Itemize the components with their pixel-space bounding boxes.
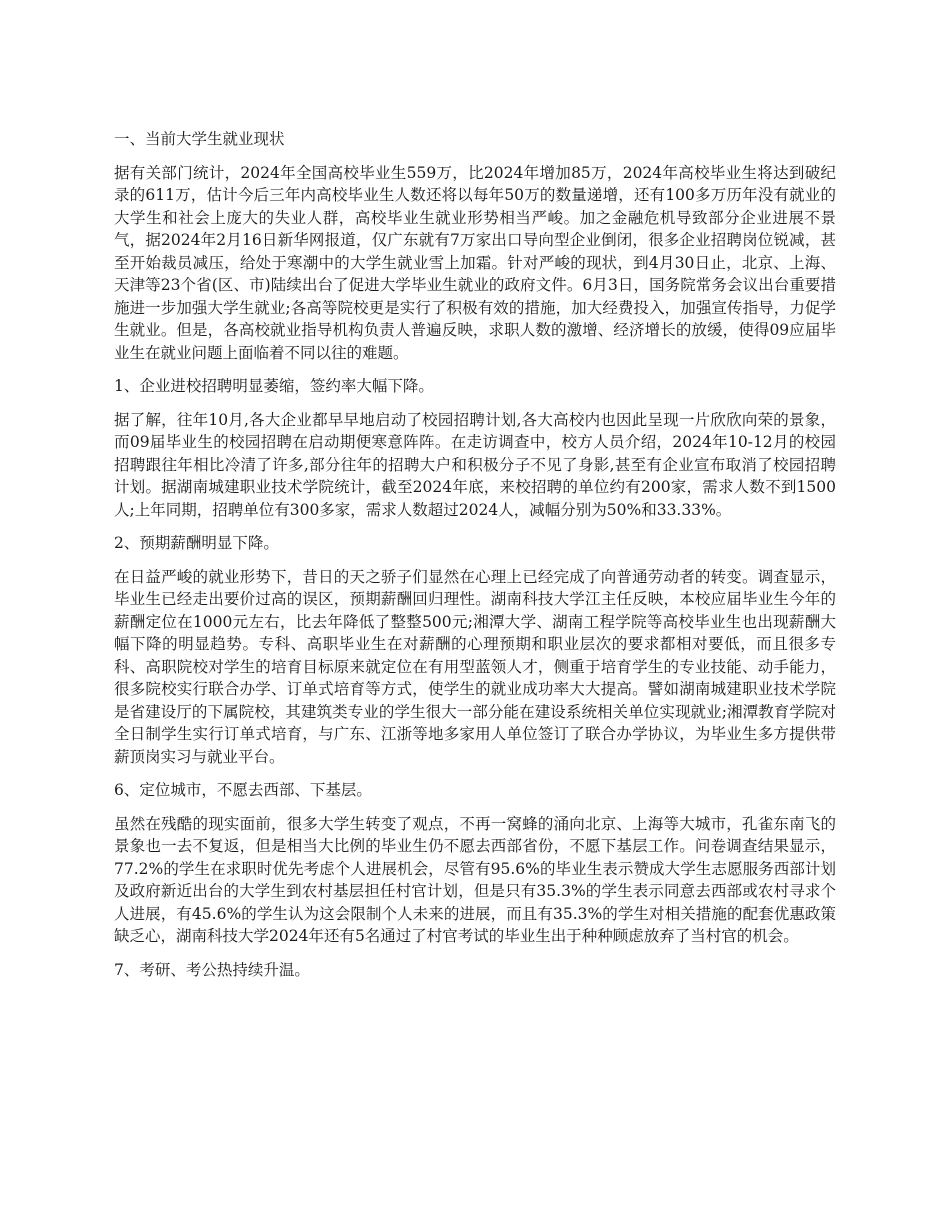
document-body bbox=[114, 128, 836, 992]
body-paragraph: 据了解，往年10月,各大企业都早早地启动了校园招聘计划,各大高校内也因此呈现一片欣欣向荣的景象，而09届毕业生的校园招聘在启动期便寒意阵阵。在走访调查中，校方人员介绍，2024年10-12月的校园招聘跟往年相比冷清了许多,部分往年的招聘大户和积极分子不见了身影,甚至有企业宣布取消了校园招聘计划。据湖南城建职业技术学院统计，截至2024年底，来校招聘的单位约有200家，需求人数不到1500人;上年同期，招聘单位有300多家，需求人数超过2024人，减幅分别为50%和33.33%。 bbox=[114, 410, 836, 519]
subsection-heading: 7、考研、考公热持续升温。 bbox=[114, 960, 310, 979]
subsection-heading: 1、企业进校招聘明显萎缩，签约率大幅下降。 bbox=[114, 377, 434, 395]
body-paragraph: 据有关部门统计，2024年全国高校毕业生559万，比2024年增加85万，2024年高校毕业生将达到破纪录的611万，估计今后三年内高校毕业生人数还将以每年50万的数量递增，还有100多万历年没有就业的大学生和社会上庞大的失业人群，高校毕业生就业形势相当严峻。加之金融危机导致部分企业进展不景气，据2024年2月16日新华网报道，仅广东就有7万家出口导向型企业倒闭，很多企业招聘岗位锐减，甚至开始裁员减压，给处于寒潮中的大学生就业雪上加霜。针对严峻的现状，到4月30日止，北京、上海、天津等23个省(区、市)陆续出台了促进大学毕业生就业的政府文件。6月3日，国务院常务会议出台重要措施进一步加强大学生就业;各高等院校更是实行了积极有效的措施，加大经费投入，加强宣传指导，力促学生就业。但是，各高校就业指导机构负责人普遍反映，求职人数的激增、经济增长的放缓，使得09应届毕业生在就业问题上面临着不同以往的难题。 bbox=[114, 163, 836, 362]
subsection-heading: 6、定位城市，不愿去西部、下基层。 bbox=[114, 781, 372, 799]
body-paragraph: 在日益严峻的就业形势下，昔日的天之骄子们显然在心理上已经完成了向普通劳动者的转变。调查显示，毕业生已经走出要价过高的误区，预期薪酬回归理性。湖南科技大学江主任反映，本校应届毕业生今年的薪酬定位在1000元左右，比去年降低了整整500元;湘潭大学、湖南工程学院等高校毕业生也出现薪酬大幅下降的明显趋势。专科、高职毕业生在对薪酬的心理预期和职业层次的要求都相对要低，而且很多专科、高职院校对学生的培育目标原来就定位在有用型蓝领人才，侧重于培育学生的专业技能、动手能力，很多院校实行联合办学、订单式培育等方式，使学生的就业成功率大大提高。譬如湖南城建职业技术学院是省建设厅的下属院校，其建筑类专业的学生很大一部分能在建设系统相关单位实现就业;湘潭教育学院对全日制学生实行订单式培育，与广东、江浙等地多家用人单位签订了联合办学协议，为毕业生多方提供带薪顶岗实习与就业平台。 bbox=[114, 567, 836, 766]
subsection-heading: 2、预期薪酬明显下降。 bbox=[114, 534, 279, 552]
body-paragraph: 虽然在残酷的现实面前，很多大学生转变了观点，不再一窝蜂的涌向北京、上海等大城市，孔雀东南飞的景象也一去不复返，但是相当大比例的毕业生仍不愿去西部省份，不愿下基层工作。问卷调查结果显示，77.2%的学生在求职时优先考虑个人进展机会，尽管有95.6%的毕业生表示赞成大学生志愿服务西部计划及政府新近出台的大学生到农村基层担任村官计划，但是只有35.3%的学生表示同意去西部或农村寻求个人进展，有45.6%的学生认为这会限制个人未来的进展，而且有35.3%的学生对相关措施的配套优惠政策缺乏心，湖南科技大学2024年还有5名通过了村官考试的毕业生出于种种顾虑放弃了当村官的机会。 bbox=[114, 814, 836, 945]
section-heading: 一、当前大学生就业现状 bbox=[114, 130, 285, 148]
